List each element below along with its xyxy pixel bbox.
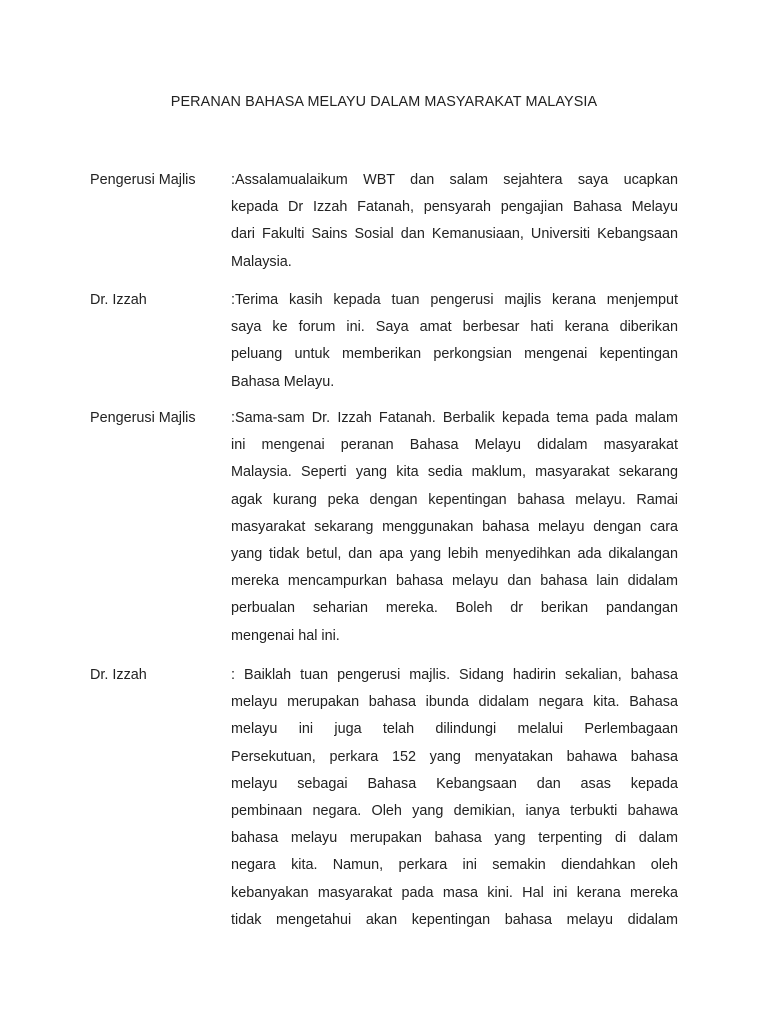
speech-line: dari Fakulti Sains Sosial dan Kemanusiaan, Universiti Kebangsaan [231,226,678,243]
speaker-label: Pengerusi Majlis [90,410,196,426]
speech-line: :Assalamualaikum WBT dan salam sejahtera saya ucapkan [231,172,678,188]
speech-line: bahasa melayu merupakan bahasa yang terpenting di dalam [231,830,678,847]
speech-line: Bahasa Melayu. [231,373,335,390]
speech-line: negara kita. Namun, perkara ini semakin diendahkan oleh [231,857,678,874]
speech-line: Persekutuan, perkara 152 yang menyatakan bahawa bahasa [231,748,678,765]
speech-line: melayu ini juga telah dilindungi melalui Perlembagaan [231,721,678,738]
speaker-label: Dr. Izzah [90,292,147,308]
speech-line: kepada Dr Izzah Fatanah, pensyarah pengajian Bahasa Melayu [231,199,678,216]
speaker-label: Pengerusi Majlis [90,172,196,188]
speech-paragraph [231,662,678,934]
speech-line: Malaysia. Seperti yang kita sedia maklum, masyarakat sekarang [231,464,678,481]
speech-paragraph [231,405,678,650]
speech-line: melayu merupakan bahasa ibunda didalam negara kita. Bahasa [231,694,678,711]
speech-line: : Baiklah tuan pengerusi majlis. Sidang hadirin sekalian, bahasa [231,667,678,683]
speech-line: melayu sebagai Bahasa Kebangsaan dan asas kepada [231,775,678,792]
speech-line: peluang untuk memberikan perkongsian mengenai kepentingan [231,346,678,363]
speech-line: mereka mencampurkan bahasa melayu dan bahasa lain didalam [231,573,678,590]
speech-line: mengenai hal ini. [231,627,340,644]
speech-line: pembinaan negara. Oleh yang demikian, ianya terbukti bahawa [231,802,678,819]
speech-line: agak kurang peka dengan kepentingan bahasa melayu. Ramai [231,491,678,508]
speech-paragraph [231,287,678,396]
speech-line: masyarakat sekarang menggunakan bahasa melayu dengan cara [231,518,678,535]
speech-line: Malaysia. [231,253,292,270]
speech-line: ini mengenai peranan Bahasa Melayu didalam masyarakat [231,437,678,454]
speech-line: yang tidak betul, dan apa yang lebih menyedihkan ada dikalangan [231,545,678,562]
speech-line: perbualan seharian mereka. Boleh dr berikan pandangan [231,600,678,617]
speech-line: :Terima kasih kepada tuan pengerusi majlis kerana menjemput [231,292,678,308]
speaker-label: Dr. Izzah [90,667,147,683]
speech-line: saya ke forum ini. Saya amat berbesar hati kerana diberikan [231,319,678,336]
speech-paragraph [231,167,678,276]
speech-line: tidak mengetahui akan kepentingan bahasa melayu didalam [231,911,678,928]
speech-line: :Sama-sam Dr. Izzah Fatanah. Berbalik kepada tema pada malam [231,410,678,426]
document-title: PERANAN BAHASA MELAYU DALAM MASYARAKAT MALAYSIA [170,94,598,110]
speech-line: kebanyakan masyarakat pada masa kini. Hal ini kerana mereka [231,884,678,901]
